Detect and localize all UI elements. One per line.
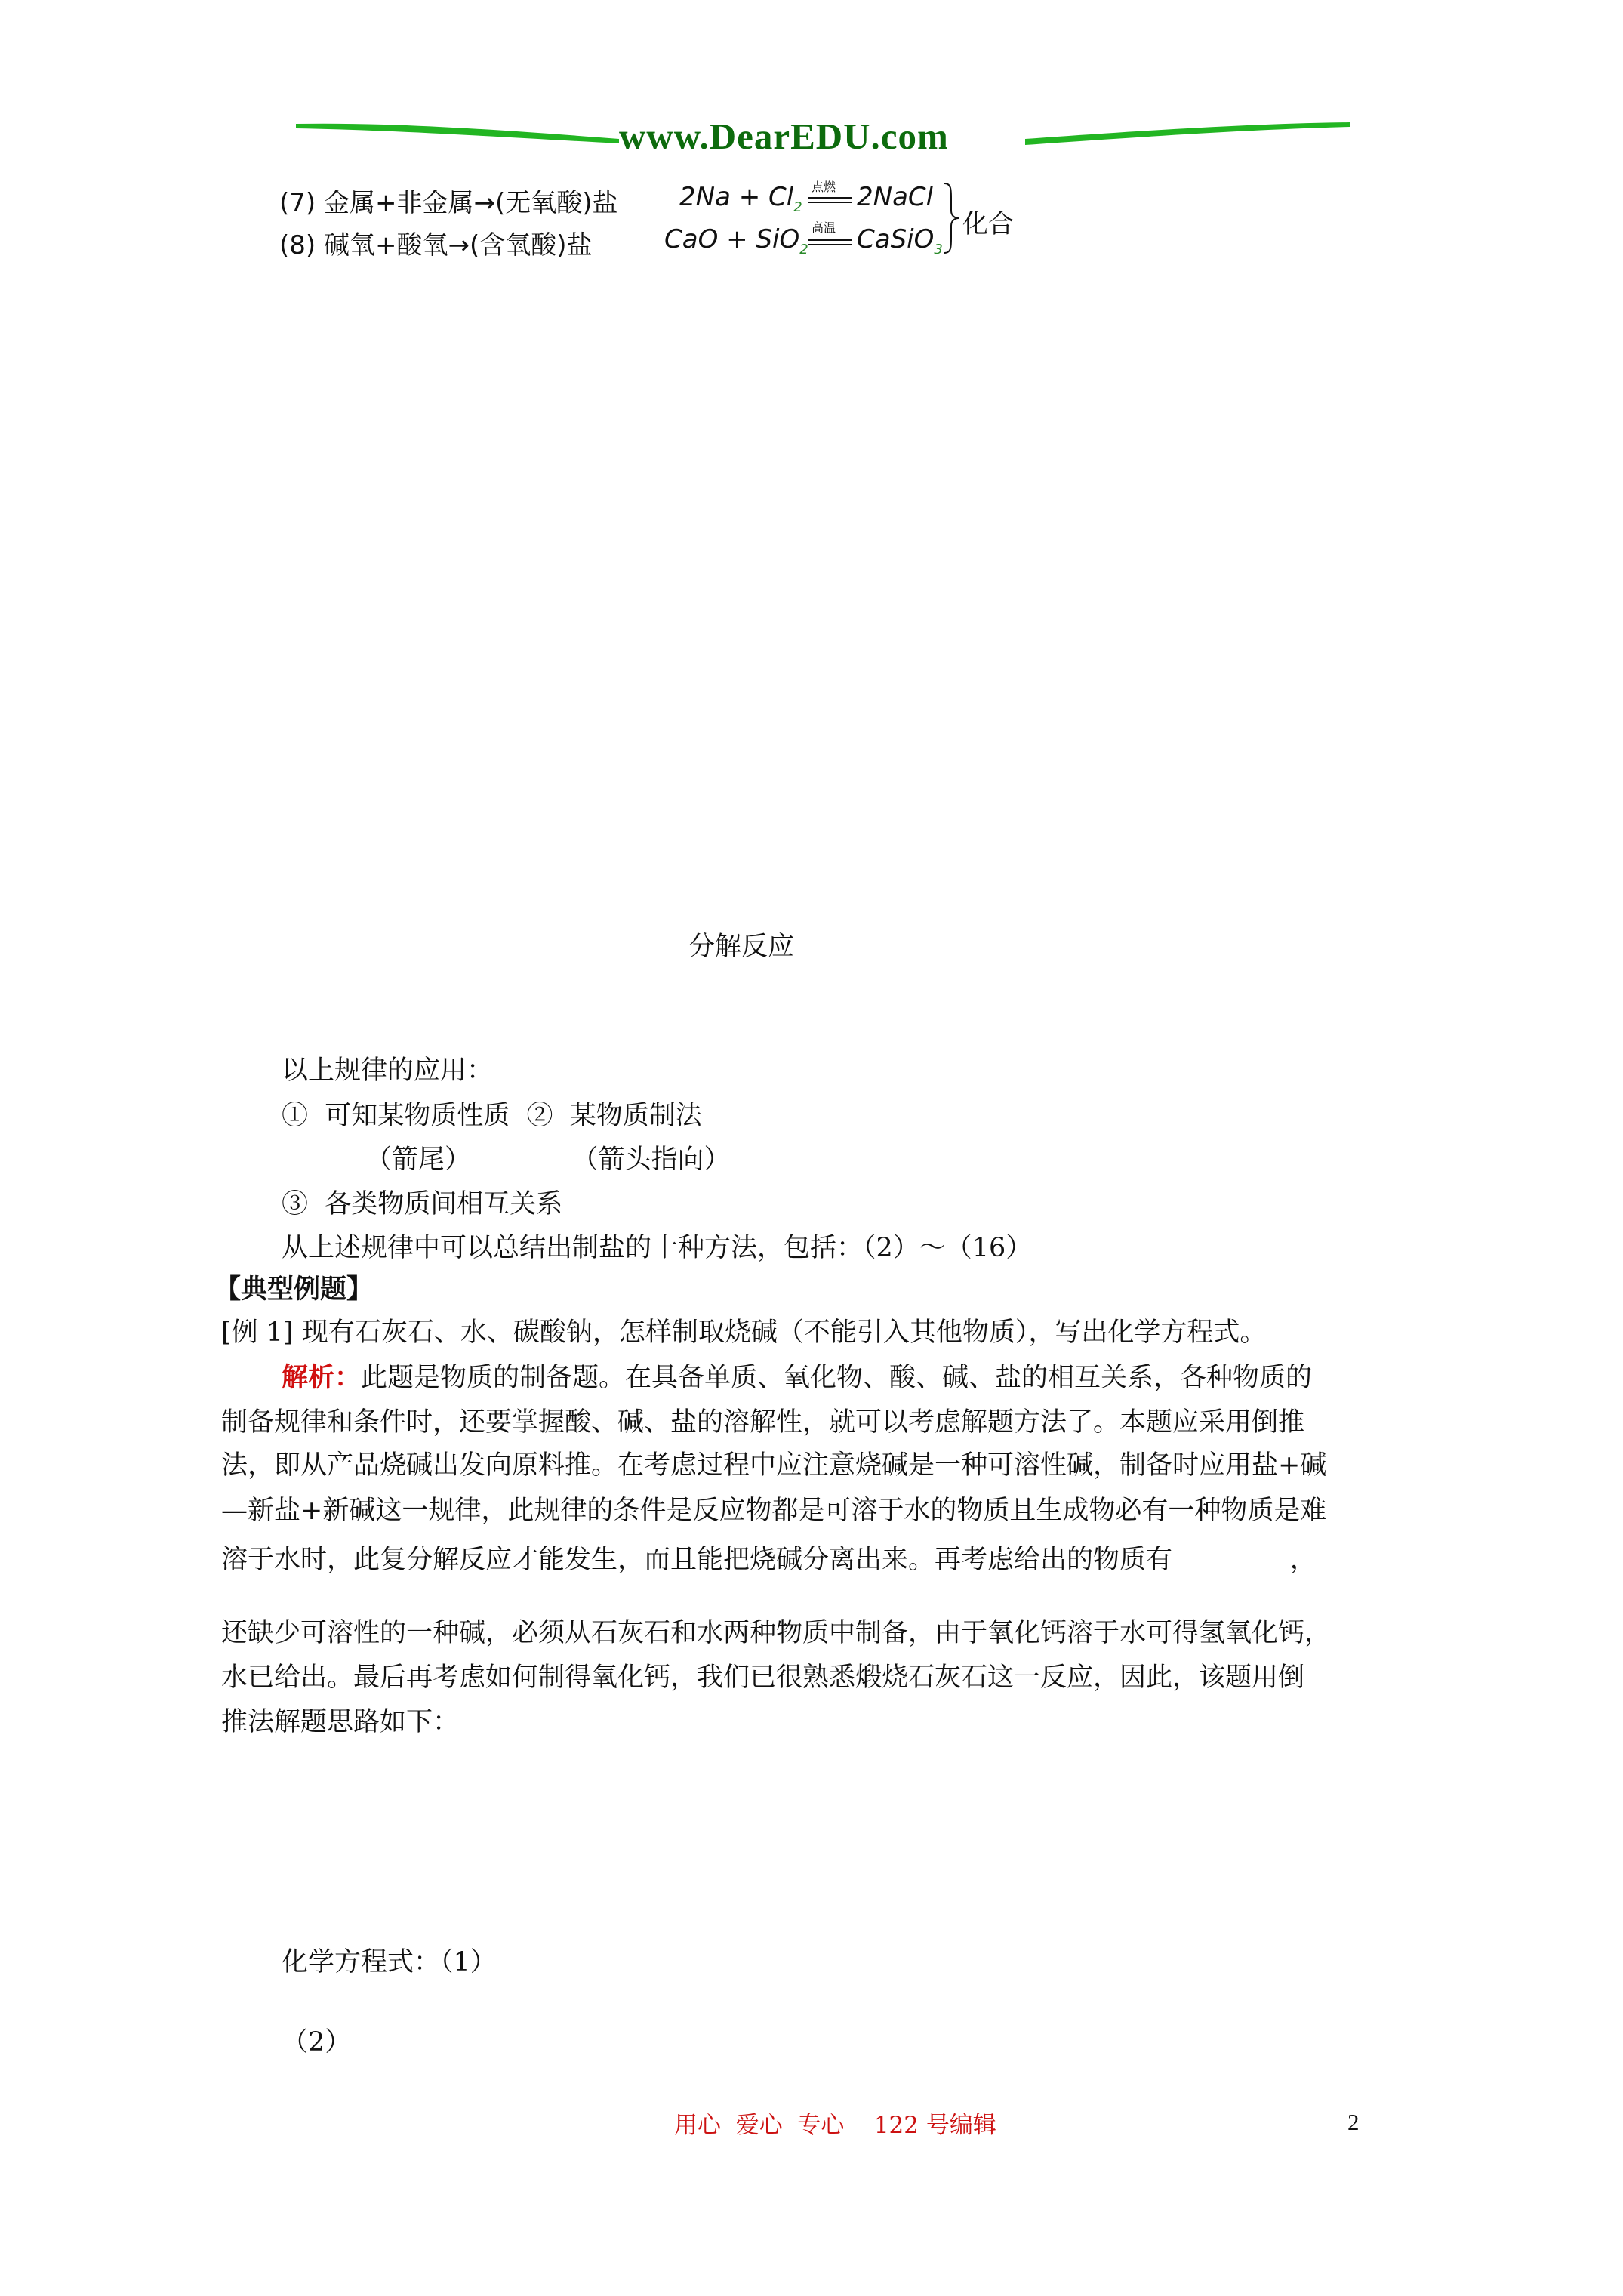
equation-line-7-reactants: $2Na + Cl_2$ (679, 182, 802, 215)
equations-image (279, 177, 1019, 260)
analysis-line-3: 法，即从产品烧碱出发向原料推。在考虑过程中应注意烧碱是一种可溶性碱，制备时应用盐+碱 (221, 1450, 1327, 1481)
analysis-line-2: 制备规律和条件时，还要掌握酸、碱、盐的溶解性，就可以考虑解题方法了。本题应采用倒推 (221, 1407, 1305, 1438)
summary-text: 从上述规律中可以总结出制盐的十种方法，包括：（2）～（16） (282, 1233, 1033, 1263)
equation-line-7-text: (7) 金属+非金属→(无氧酸)盐 (279, 188, 618, 218)
logo-text: www.DearEDU.com (619, 116, 949, 157)
analysis-line-1: 解析：此题是物质的制备题。在具备单质、氧化物、酸、碱、盐的相互关系，各种物质的 (282, 1362, 1313, 1393)
page-number: 2 (1347, 2109, 1360, 2135)
example-question: 现有石灰石、水、碳酸钠，怎样制取烧碱（不能引入其他物质），写出化学方程式。 (301, 1318, 1267, 1348)
analysis-line-8: 推法解题思路如下： (221, 1707, 460, 1737)
example-1-question (221, 1320, 1266, 1346)
analysis-line-7: 水已给出。最后再考虑如何制得氧化钙，我们已很熟悉煅烧石灰石这一反应，因此，该题用倒 (221, 1663, 1305, 1693)
equation-line-7-arrow (808, 196, 853, 206)
right-brace-icon (942, 182, 962, 254)
apply-item-1-2: ① 可知某物质性质 ② 某物质制法 (282, 1101, 702, 1131)
typical-examples-heading: 【典型例题】 (214, 1274, 374, 1305)
equation-line-8-product: CaSiO$_3$ (857, 224, 943, 257)
analysis-label: 解析： (282, 1362, 362, 1393)
analysis-line-4: —新盐+新碱这一规律，此规律的条件是反应物都是可溶于水的物质且生成物必有一种物质是难 (221, 1496, 1327, 1526)
equation-line-8-arrow (808, 238, 853, 248)
header-logo (294, 113, 1336, 159)
analysis-line-5: 溶于水时，此复分解反应才能发生，而且能把烧碱分离出来。再考虑给出的物质有 ， (221, 1545, 1317, 1575)
equation-line-7-condition: 点燃 (812, 180, 836, 194)
example-label: [例 1] (221, 1318, 294, 1348)
apply-item-3: ③ 各类物质间相互关系 (282, 1189, 563, 1219)
equation-line-7-product: 2NaCl (857, 182, 934, 212)
green-swoosh-right-icon (1019, 113, 1351, 151)
equation-line-8-reactants: CaO + SiO$_2$ (664, 224, 808, 257)
brace-label: 化合 (962, 209, 1014, 239)
equation-line-8-condition: 高温 (812, 220, 836, 235)
apply-title: 以上规律的应用： (282, 1056, 494, 1086)
analysis-line-6: 还缺少可溶性的一种碱，必须从石灰石和水两种物质中制备，由于氧化钙溶于水可得氢氧化钙， (221, 1618, 1332, 1648)
apply-item-1-2-annotation: （箭尾） （箭头指向） (365, 1145, 731, 1175)
equation-line-8-text: (8) 碱氧+酸氧→(含氧酸)盐 (279, 230, 593, 260)
footer-text: 用心 爱心 专心 122 号编辑 (674, 2112, 996, 2139)
section-heading: 分解反应 (688, 932, 795, 962)
green-swoosh-left-icon (294, 113, 627, 151)
equation-2-label: （2） (282, 2027, 352, 2057)
equation-label: 化学方程式：（1） (282, 1947, 497, 1977)
